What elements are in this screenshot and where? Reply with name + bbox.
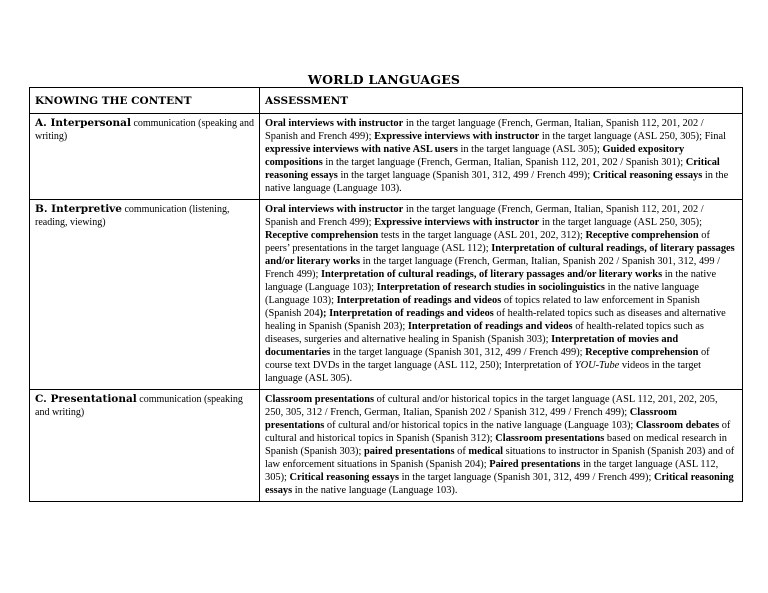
assessment-text: of [454, 446, 469, 457]
assessment-method: ); Interpretation of readings and videos [319, 308, 494, 319]
assessment-text: in the target language (ASL 305); [457, 144, 603, 155]
assessment-method: Expressive interviews with instructor [374, 131, 540, 142]
assessment-text: tests in the target language (ASL 201, 202, 312); [378, 230, 586, 241]
assessment-text: of health-related topics such as diseases and alternative healing in Spanish (Spanish 203); [265, 308, 726, 332]
assessment-method: Classroom debates [635, 420, 720, 431]
assessment-text: in the target language (French, German, Italian, Spanish 112, 201, 202 / Spanish and French 499); [265, 118, 704, 142]
assessment-text: of health-related topics such as diseases, surgeries and alternative healing in Spanish (Spanish 303); [265, 321, 704, 345]
category-name: B. Interpretive [35, 203, 122, 215]
assessment-cell [260, 390, 743, 502]
assessment-text: in the target language (Spanish 301, 312, 499 / French 499); [399, 472, 654, 483]
assessment-method: Critical reasoning essays [289, 472, 400, 483]
category-description: communication (speaking and writing) [35, 118, 254, 142]
assessment-method: Interpretation of movies and documentaries [265, 334, 679, 358]
content-category-cell [30, 390, 260, 502]
assessment-text: YOU-Tube [574, 360, 620, 371]
assessment-text: in the target language (French, German, Italian, Spanish 112, 201, 202 / Spanish and French 499); [265, 204, 704, 228]
assessment-text: in the native language (Language 103). [265, 170, 729, 194]
assessment-text: in the target language (ASL 250, 305); [539, 217, 703, 228]
assessment-method: Receptive comprehension [265, 230, 379, 241]
category-description: communication (speaking and writing) [35, 394, 243, 418]
assessment-text: of cultural and/or historical topics in the target language (ASL 112, 201, 202, 205, 250, 305, 312 / French, German, Italian, Spanish 202 / Spanish 312, 499 / French 499); [265, 394, 718, 418]
assessment-method: paired presentations [364, 446, 455, 457]
assessment-text: in the target language (ASL 250, 305); Final [539, 131, 726, 142]
assessment-method: Paired presentations [489, 459, 581, 470]
table-row [30, 200, 743, 390]
header-label: KNOWING THE CONTENT [35, 95, 192, 107]
category-name: A. Interpersonal [35, 117, 131, 129]
category-name: C. Presentational [35, 393, 137, 405]
header-label: ASSESSMENT [265, 95, 349, 107]
assessment-method: Oral interviews with instructor [265, 118, 404, 129]
table-row [30, 114, 743, 200]
assessment-text: of course text DVDs in the target language (ASL 112, 250); Interpretation of [265, 347, 710, 371]
assessment-text: of peers’ presentations in the target language (ASL 112); [265, 230, 710, 254]
assessment-text: of cultural and/or historical topics in the native language (Language 103); [324, 420, 636, 431]
assessment-method: Receptive comprehension [585, 347, 699, 358]
assessment-text: of topics related to law enforcement in Spanish (Spanish 204 [265, 295, 700, 319]
assessment-method: Interpretation of cultural readings, of literary passages and/or literary works [265, 243, 735, 267]
assessment-method: Oral interviews with instructor [265, 204, 404, 215]
assessment-text: in the target language (Spanish 301, 312, 499 / French 499); [337, 170, 593, 181]
page-title: WORLD LANGUAGES [307, 72, 461, 87]
assessment-method: expressive interviews with native ASL users [265, 144, 458, 155]
assessment-method: Receptive comprehension [585, 230, 699, 241]
assessment-text: in the target language (Spanish 301, 312, 499 / French 499); [330, 347, 586, 358]
assessment-table [29, 87, 743, 502]
assessment-method: Classroom presentations [495, 433, 605, 444]
assessment-text: in the target language (ASL 112, 305); [265, 459, 719, 483]
assessment-method: Classroom presentations [265, 394, 375, 405]
table-header-row [30, 88, 743, 114]
assessment-method: Critical reasoning essays [592, 170, 703, 181]
assessment-method: Interpretation of cultural readings, of literary passages and/or literary works [320, 269, 663, 280]
table-row [30, 390, 743, 502]
assessment-method: Guided expository compositions [265, 144, 685, 168]
header-assessment [260, 88, 743, 114]
assessment-text: in the target language (French, German, Italian, Spanish 112, 201, 202 / Spanish 301); [322, 157, 686, 168]
assessment-method: Critical reasoning essays [265, 157, 720, 181]
assessment-method: Critical reasoning essays [265, 472, 734, 496]
assessment-text: videos in the target language (ASL 305). [265, 360, 702, 384]
assessment-cell [260, 200, 743, 390]
content-category-cell [30, 200, 260, 390]
assessment-text: in the target language (French, German, Italian, Spanish 202 / Spanish 301, 312, 499 / French 499); [265, 256, 721, 280]
assessment-text: situations to instructor in Spanish (Spanish 203) and of law enforcement situations in Spanish (Spanish 204); [265, 446, 735, 470]
header-knowing-the-content [30, 88, 260, 114]
assessment-method: Expressive interviews with instructor [374, 217, 540, 228]
assessment-text: in the native language (Language 103); [265, 269, 717, 293]
assessment-text: in the native language (Language 103); [265, 282, 700, 306]
table-body [30, 114, 743, 502]
assessment-method: medical [468, 446, 504, 457]
assessment-method: Interpretation of readings and videos [407, 321, 573, 332]
assessment-text: based on medical research in Spanish (Spanish 303); [265, 433, 727, 457]
category-description: communication (listening, reading, viewing) [35, 204, 230, 228]
assessment-method: Classroom presentations [265, 407, 677, 431]
assessment-method: Interpretation of readings and videos [336, 295, 502, 306]
assessment-cell [260, 114, 743, 200]
assessment-text: in the native language (Language 103). [292, 485, 458, 496]
assessment-method: Interpretation of research studies in sociolinguistics [376, 282, 605, 293]
assessment-text: of cultural and historical topics in Spanish (Spanish 312); [265, 420, 731, 444]
content-category-cell [30, 114, 260, 200]
